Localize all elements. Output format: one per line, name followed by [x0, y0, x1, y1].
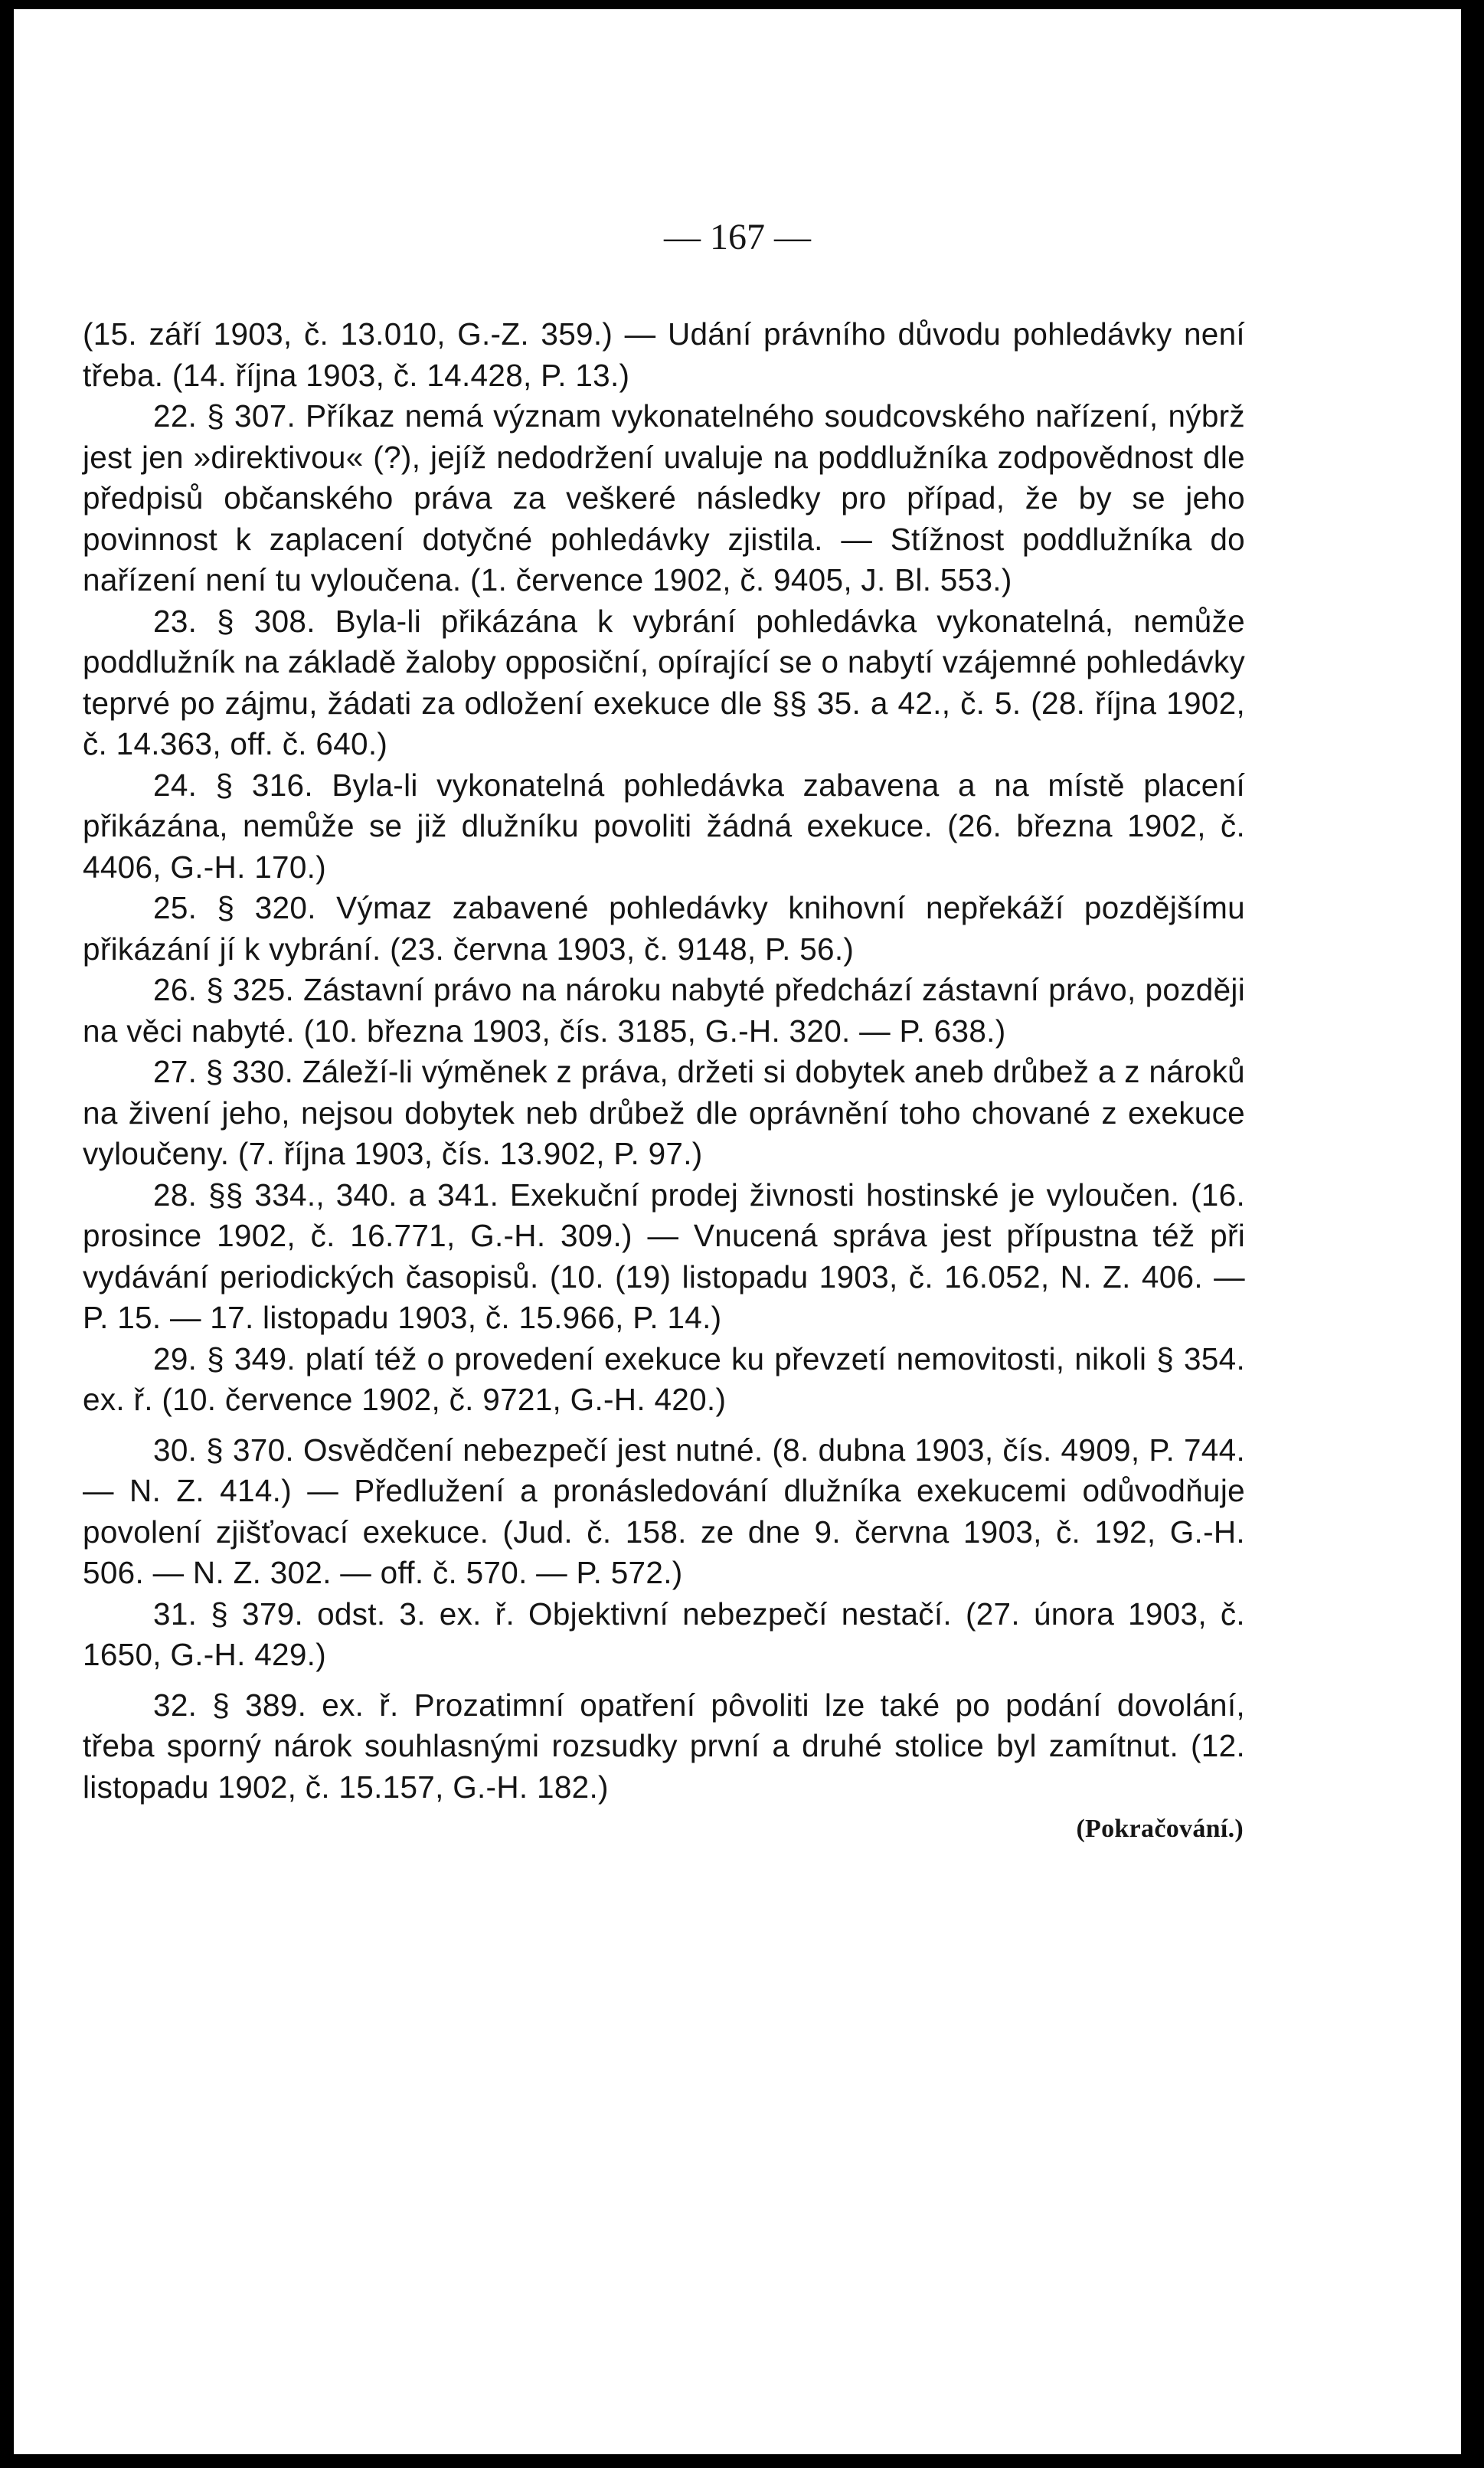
paragraph-23: 23. § 308. Byla-li přikázána k vybrání pohledávka vykonatelná, nemůže poddlužník na základě žaloby opposiční, opírající se o nabytí vzájemné pohledávky teprvé po zájmu, žádati za odložení exekuce dle §§ 35. a 42., č. 5. (28. října 1902, č. 14.363, off. č. 640.) [83, 603, 1245, 761]
paragraph-26: 26. § 325. Zástavní právo na nároku nabyté předchází zástavní právo, později na věci nabyté. (10. března 1903, čís. 3185, G.-H. 320. — P. 638.) [83, 972, 1245, 1049]
paragraph-24: 24. § 316. Byla-li vykonatelná pohledávka zabavena a na místě placení přikázána, nemůže se již dlužníku povoliti žádná exekuce. (26. března 1902, č. 4406, G.-H. 170.) [83, 767, 1245, 885]
paragraph-continuation: (15. září 1903, č. 13.010, G.-Z. 359.) — Udání právního důvodu pohledávky není třeba. (14. října 1903, č. 14.428, P. 13.) [83, 316, 1245, 393]
paragraph-32: 32. § 389. ex. ř. Prozatimní opatření pôvoliti lze také po podání dovolání, třeba sporný nárok souhlasnými rozsudky první a druhé stolice byl zamítnut. (12. listopadu 1902, č. 15.157, G.-H. 182.) [83, 1687, 1245, 1805]
paragraph-27: 27. § 330. Záleží-li výměnek z práva, držeti si dobytek aneb drůbež a z nároků na živení jeho, nejsou dobytek neb drůbež dle oprávnění toho chované z exekuce vyloučeny. (7. října 1903, čís. 13.902, P. 97.) [83, 1054, 1245, 1171]
paragraph-29: 29. § 349. platí též o provedení exekuce ku převzetí nemovitosti, nikoli § 354. ex. ř. (10. července 1902, č. 9721, G.-H. 420.) [83, 1340, 1245, 1417]
book-page [14, 9, 1461, 2454]
continued-note: (Pokračování.) [1076, 1815, 1244, 1843]
page-number: — 167 — [664, 217, 811, 257]
paragraph-22: 22. § 307. Příkaz nemá význam vykonatelného soudcovského nařízení, nýbrž jest jen »direktivou« (?), jejíž nedodržení uvaluje na poddlužníka zodpovědnost dle předpisů občanského práva za veškeré následky pro případ, že by se jeho povinnost k zaplacení dotyčné pohledávky zjistila. — Stížnost poddlužníka do nařízení není tu vyloučena. (1. července 1902, č. 9405, J. Bl. 553.) [83, 398, 1245, 597]
paragraph-25: 25. § 320. Výmaz zabavené pohledávky knihovní nepřekáží pozdějšímu přikázání jí k vybrání. (23. června 1903, č. 9148, P. 56.) [83, 890, 1245, 967]
paragraph-31: 31. § 379. odst. 3. ex. ř. Objektivní nebezpečí nestačí. (27. února 1903, č. 1650, G.-H. 429.) [83, 1596, 1245, 1672]
text-block [83, 314, 1245, 1848]
paragraph-30: 30. § 370. Osvědčení nebezpečí jest nutné. (8. dubna 1903, čís. 4909, P. 744. — N. Z. 414.) — Předlužení a pronásledování dlužníka exekucemi odůvodňuje povolení zjišťovací exekuce. (Jud. č. 158. ze dne 9. června 1903, č. 192, G.-H. 506. — N. Z. 302. — off. č. 570. — P. 572.) [83, 1432, 1245, 1590]
paragraph-28: 28. §§ 334., 340. a 341. Exekuční prodej živnosti hostinské je vyloučen. (16. prosince 1902, č. 16.771, G.-H. 309.) — Vnucená správa jest přípustna též při vydávání periodických časopisů. (10. (19) listopadu 1903, č. 16.052, N. Z. 406. — P. 15. — 17. listopadu 1903, č. 15.966, P. 14.) [83, 1177, 1245, 1335]
